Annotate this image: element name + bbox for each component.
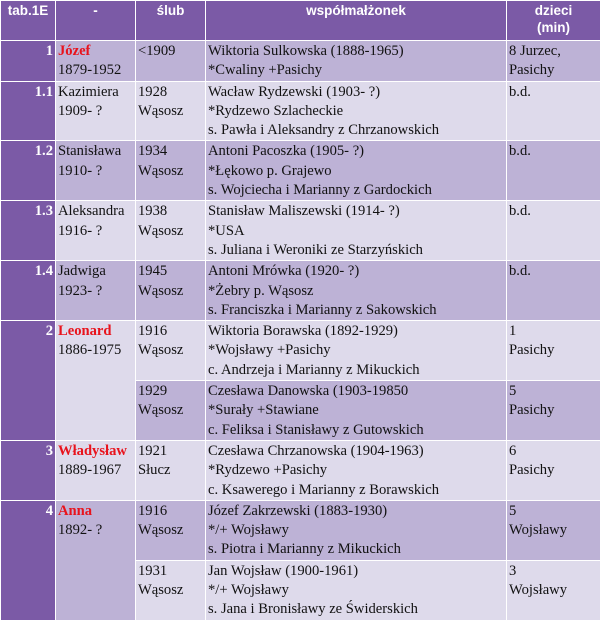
spouse-name: Czesława Chrzanowska (1904-1963): [208, 442, 504, 461]
table-row: [1, 201, 600, 261]
table-row: [1, 321, 600, 381]
children-place: Pasichy: [509, 341, 598, 360]
spouse-name: Jan Wojsław (1900-1961): [208, 562, 504, 581]
spouse-parents: s. Franciszka i Marianny z Sakowskich: [208, 301, 504, 320]
children-cell: [507, 500, 600, 560]
children-cell: [507, 261, 600, 321]
header-children: [507, 1, 600, 41]
row-index: 1.3: [1, 201, 56, 261]
children-count: 5: [509, 502, 598, 521]
row-index: 4: [1, 500, 56, 620]
wedding-cell: [136, 440, 206, 500]
person-cell: [56, 261, 136, 321]
children-cell: [507, 440, 600, 500]
row-index: 1: [1, 41, 56, 82]
person-cell: [56, 321, 136, 441]
person-name: Leonard: [58, 322, 133, 341]
wedding-cell: [136, 81, 206, 141]
wedding-place: Wąsosz: [138, 282, 203, 301]
spouse-parents: c. Feliksa i Stanisławy z Gutowskich: [208, 421, 504, 440]
person-dates: 1910- ?: [58, 162, 133, 181]
wedding-place: Wąsosz: [138, 581, 203, 600]
children-cell: [507, 141, 600, 201]
person-name: Józef: [58, 42, 133, 61]
children-count: 5: [509, 382, 598, 401]
spouse-cell: [206, 81, 507, 141]
spouse-cell: [206, 41, 507, 82]
spouse-parents: c. Ksawerego i Marianny z Borawskich: [208, 481, 504, 500]
wedding-cell: [136, 141, 206, 201]
spouse-cell: [206, 261, 507, 321]
person-cell: [56, 81, 136, 141]
wedding-year: 1916: [138, 322, 203, 341]
spouse-cell: [206, 201, 507, 261]
person-dates: 1886-1975: [58, 341, 133, 360]
person-name: Jadwiga: [58, 262, 133, 281]
children-count: 8 Jurzec,: [509, 42, 598, 61]
row-index: 2: [1, 321, 56, 441]
wedding-cell: [136, 500, 206, 560]
children-cell: [507, 81, 600, 141]
person-cell: [56, 500, 136, 620]
person-cell: [56, 41, 136, 82]
spouse-places: *Cwaliny +Pasichy: [208, 61, 504, 80]
spouse-parents: s. Piotra i Marianny z Mikuckich: [208, 540, 504, 559]
spouse-parents: s. Jana i Bronisławy ze Świderskich: [208, 600, 504, 619]
wedding-cell: [136, 261, 206, 321]
wedding-place: Wąsosz: [138, 401, 203, 420]
spouse-parents: c. Andrzeja i Marianny z Mikuckich: [208, 361, 504, 380]
children-count: b.d.: [509, 142, 598, 161]
row-index: 3: [1, 440, 56, 500]
spouse-parents: s. Wojciecha i Marianny z Gardockich: [208, 181, 504, 200]
spouse-name: Wacław Rydzewski (1903- ?): [208, 83, 504, 102]
spouse-name: Wiktoria Borawska (1892-1929): [208, 322, 504, 341]
spouse-name: Antoni Mrówka (1920- ?): [208, 262, 504, 281]
header-wedding: ślub: [136, 1, 206, 41]
children-count: 3: [509, 562, 598, 581]
children-count: 1: [509, 322, 598, 341]
wedding-place: Wąsosz: [138, 162, 203, 181]
children-count: b.d.: [509, 83, 598, 102]
spouse-places: *Wojsławy +Pasichy: [208, 341, 504, 360]
header-children-line1: dzieci: [509, 2, 598, 19]
table-row: [1, 41, 600, 82]
wedding-place: Wąsosz: [138, 102, 203, 121]
wedding-cell: [136, 41, 206, 82]
wedding-place: Wąsosz: [138, 521, 203, 540]
wedding-year: 1921: [138, 442, 203, 461]
spouse-parents: s. Juliana i Weroniki ze Starzyńskich: [208, 241, 504, 260]
person-name: Anna: [58, 502, 133, 521]
person-cell: [56, 440, 136, 500]
wedding-cell: [136, 381, 206, 441]
table-row: [1, 81, 600, 141]
wedding-year: 1928: [138, 83, 203, 102]
wedding-cell: [136, 321, 206, 381]
children-count: b.d.: [509, 262, 598, 281]
spouse-cell: [206, 560, 507, 620]
wedding-year: 1929: [138, 382, 203, 401]
wedding-place: Wąsosz: [138, 341, 203, 360]
header-row: [1, 1, 600, 41]
table-row: [1, 141, 600, 201]
person-name: Władysław: [58, 442, 133, 461]
spouse-places: *Łękowo p. Grajewo: [208, 162, 504, 181]
person-dates: 1879-1952: [58, 61, 133, 80]
spouse-name: Antoni Pacoszka (1905- ?): [208, 142, 504, 161]
spouse-places: */+ Wojsławy: [208, 581, 504, 600]
table-row: [1, 261, 600, 321]
wedding-cell: [136, 201, 206, 261]
person-dates: 1889-1967: [58, 461, 133, 480]
person-name: Kazimiera: [58, 83, 133, 102]
header-person: -: [56, 1, 136, 41]
row-index: 1.2: [1, 141, 56, 201]
spouse-cell: [206, 500, 507, 560]
children-count: 6: [509, 442, 598, 461]
spouse-places: *USA: [208, 222, 504, 241]
spouse-cell: [206, 440, 507, 500]
person-cell: [56, 141, 136, 201]
spouse-places: *Surały +Stawiane: [208, 401, 504, 420]
table-row: [1, 500, 600, 560]
person-dates: 1923- ?: [58, 282, 133, 301]
spouse-places: *Rydzewo +Pasichy: [208, 461, 504, 480]
spouse-name: Stanisław Maliszewski (1914- ?): [208, 202, 504, 221]
children-cell: [507, 560, 600, 620]
children-cell: [507, 41, 600, 82]
row-index: 1.4: [1, 261, 56, 321]
header-tab: tab.1E: [1, 1, 56, 41]
wedding-place: Słucz: [138, 461, 203, 480]
wedding-year: 1931: [138, 562, 203, 581]
person-dates: 1916- ?: [58, 222, 133, 241]
spouse-places: *Żebry p. Wąsosz: [208, 282, 504, 301]
children-cell: [507, 321, 600, 381]
spouse-name: Wiktoria Sulkowska (1888-1965): [208, 42, 504, 61]
children-cell: [507, 201, 600, 261]
children-place: Pasichy: [509, 61, 598, 80]
spouse-places: *Rydzewo Szlacheckie: [208, 102, 504, 121]
spouse-name: Józef Zakrzewski (1883-1930): [208, 502, 504, 521]
wedding-year: <1909: [138, 42, 203, 61]
table-row: [1, 440, 600, 500]
wedding-place: Wąsosz: [138, 222, 203, 241]
children-place: Pasichy: [509, 461, 598, 480]
wedding-year: 1938: [138, 202, 203, 221]
person-name: Stanisława: [58, 142, 133, 161]
header-children-line2: (min): [509, 19, 598, 36]
children-cell: [507, 381, 600, 441]
spouse-places: */+ Wojsławy: [208, 521, 504, 540]
spouse-cell: [206, 381, 507, 441]
wedding-year: 1934: [138, 142, 203, 161]
person-cell: [56, 201, 136, 261]
row-index: 1.1: [1, 81, 56, 141]
children-count: b.d.: [509, 202, 598, 221]
spouse-parents: s. Pawła i Aleksandry z Chrzanowskich: [208, 121, 504, 140]
wedding-year: 1945: [138, 262, 203, 281]
children-place: Wojsławy: [509, 581, 598, 600]
spouse-cell: [206, 321, 507, 381]
wedding-year: 1916: [138, 502, 203, 521]
children-place: Pasichy: [509, 401, 598, 420]
spouse-cell: [206, 141, 507, 201]
person-name: Aleksandra: [58, 202, 133, 221]
header-spouse: współmałżonek: [206, 1, 507, 41]
wedding-cell: [136, 560, 206, 620]
person-dates: 1892- ?: [58, 521, 133, 540]
children-place: Wojsławy: [509, 521, 598, 540]
spouse-name: Czesława Danowska (1903-19850: [208, 382, 504, 401]
person-dates: 1909- ?: [58, 102, 133, 121]
